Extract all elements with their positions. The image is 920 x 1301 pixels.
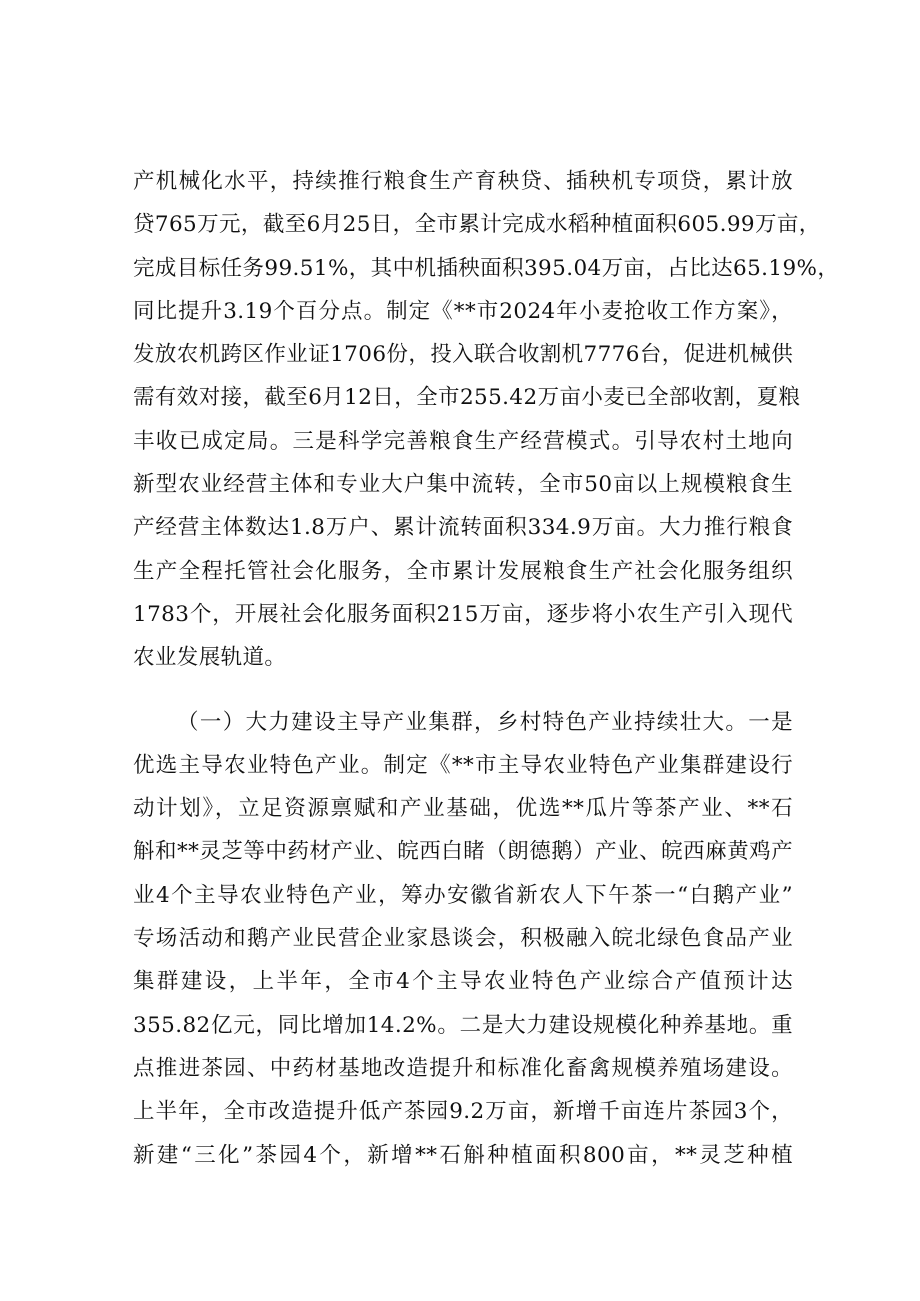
document-body (133, 160, 840, 1177)
text-line: 斛和**灵芝等中药材产业、皖西白睹（朗德鹅）产业、皖西麻黄鸡产 (133, 839, 793, 865)
text-line: 生产全程托管社会化服务，全市累计发展粮食生产社会化服务组织 (133, 558, 793, 584)
text-line: 发放农机跨区作业证1706份，投入联合收割机7776台，促进机械供 (133, 342, 794, 368)
text-line: 产机械化水平，持续推行粮食生产育秧贷、插秧机专项贷，累计放 (133, 169, 793, 194)
text-line: 1783个，开展社会化服务面积215万亩，逐步将小农生产引入现代 (133, 601, 793, 627)
text-line: 集群建设，上半年，全市4个主导农业特色产业综合产值预计达 (133, 969, 793, 995)
text-line: 上半年，全市改造提升低产茶园9.2万亩，新增千亩连片茶园3个， (133, 1099, 793, 1125)
text-line: 贷765万元，截至6月25日，全市累计完成水稻种植面积605.99万亩， (133, 212, 821, 238)
text-line: 点推进茶园、中药材基地改造提升和标准化畜禽规模养殖场建设。 (133, 1055, 793, 1081)
text-line: 动计划》，立足资源禀赋和产业基础，优选**瓜片等茶产业、**石 (133, 796, 793, 822)
text-line: 农业发展轨道。 (133, 645, 287, 671)
text-line: 业4个主导农业特色产业，筹办安徽省新农人下午茶一“白鹅产业” (133, 882, 793, 908)
text-line: 产经营主体数达1.8万户、累计流转面积334.9万亩。大力推行粮食 (133, 515, 793, 541)
paragraph-2 (133, 701, 793, 1177)
text-line: 新型农业经营主体和专业大户集中流转，全市50亩以上规模粮食生 (133, 472, 793, 498)
text-line: 丰收已成定局。三是科学完善粮食生产经营模式。引导农村土地向 (133, 428, 793, 454)
text-line: 新建“三化”茶园4个，新增**石斛种植面积800亩，**灵芝种植 (133, 1142, 793, 1168)
text-line: 专场活动和鹅产业民营企业家恳谈会，积极融入皖北绿色食品产业 (133, 926, 793, 952)
text-line: 355.82亿元，同比增加14.2%。二是大力建设规模化种养基地。重 (133, 1012, 793, 1038)
paragraph-1 (133, 160, 840, 680)
section-heading-line: （一）大力建设主导产业集群，乡村特色产业持续壮大。一是 (177, 709, 793, 735)
text-line: 同比提升3.19个百分点。制定《**市2024年小麦抢收工作方案》， (133, 298, 793, 324)
text-line: 完成目标任务99.51%，其中机插秧面积395.04万亩，占比达65.19%， (133, 255, 840, 281)
text-line: 需有效对接，截至6月12日，全市255.42万亩小麦已全部收割，夏粮 (133, 385, 801, 411)
text-line: 优选主导农业特色产业。制定《**市主导农业特色产业集群建设行 (133, 752, 793, 778)
paragraph-gap (133, 680, 793, 701)
